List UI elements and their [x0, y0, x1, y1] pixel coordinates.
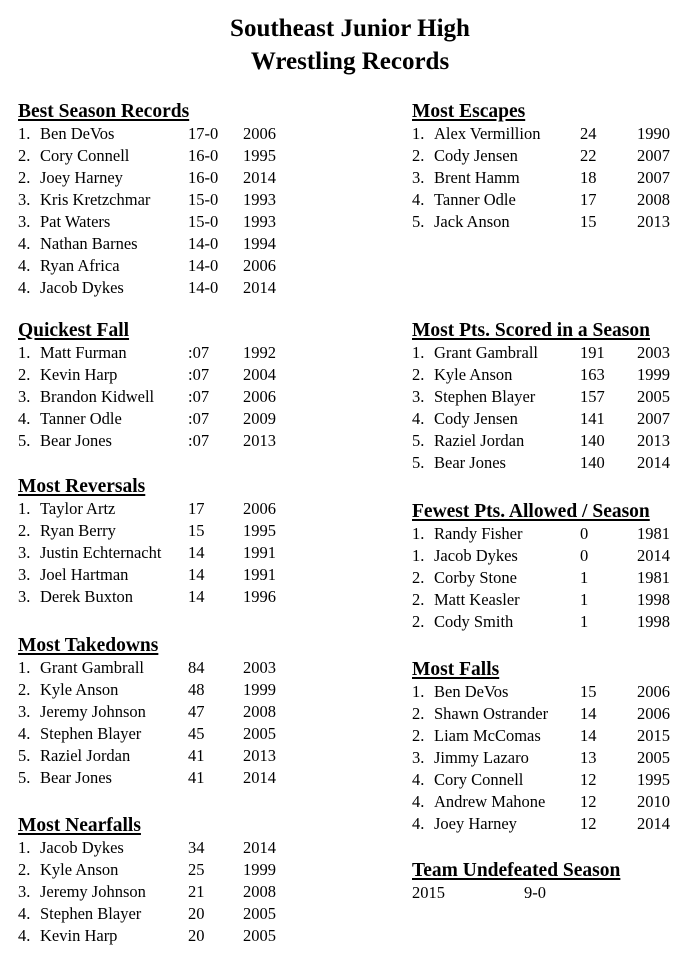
page-subtitle: Wrestling Records: [250, 48, 450, 75]
record-rank: 2.: [412, 568, 425, 587]
record-row: [412, 523, 692, 545]
record-rank: 1.: [18, 343, 31, 362]
record-rank: 2.: [18, 521, 31, 540]
record-value: 15: [580, 682, 597, 701]
record-rank: 4.: [412, 190, 425, 209]
record-rank: 3.: [18, 190, 31, 209]
record-year: 2007: [637, 146, 670, 165]
record-rank: 4.: [18, 256, 31, 275]
section-heading: Most Falls: [412, 659, 500, 680]
record-name: Stephen Blayer: [434, 387, 536, 406]
record-name: Grant Gambrall: [434, 343, 539, 362]
record-rank: 4.: [412, 792, 425, 811]
record-name: Alex Vermillion: [434, 124, 541, 143]
record-value: 15-0: [188, 190, 219, 209]
record-year: 2008: [243, 882, 276, 901]
record-row: [412, 386, 692, 408]
record-row: [412, 430, 692, 452]
record-year: 2004: [243, 365, 276, 384]
record-value: 25: [188, 860, 205, 879]
record-year: 1981: [637, 568, 670, 587]
record-row: [18, 498, 308, 520]
record-year: 2010: [637, 792, 670, 811]
record-year: 1993: [243, 190, 276, 209]
record-name: Cory Connell: [40, 146, 130, 165]
record-row: [18, 837, 308, 859]
record-value: 48: [188, 680, 205, 699]
record-name: Kevin Harp: [40, 365, 118, 384]
team-record: 9-0: [524, 883, 546, 902]
record-value: 1: [580, 612, 589, 631]
record-rank: 1.: [18, 838, 31, 857]
record-name: Jacob Dykes: [40, 838, 124, 857]
record-row: [412, 211, 692, 233]
record-value: 14: [580, 704, 597, 723]
record-year: 1995: [637, 770, 670, 789]
record-row: [412, 681, 692, 703]
record-year: 2007: [637, 168, 670, 187]
section-heading: Most Escapes: [412, 101, 526, 122]
record-year: 2009: [243, 409, 276, 428]
record-year: 1999: [243, 680, 276, 699]
record-year: 2006: [243, 387, 276, 406]
record-rank: 3.: [18, 543, 31, 562]
record-value: 16-0: [188, 168, 219, 187]
record-rank: 2.: [412, 590, 425, 609]
record-year: 1991: [243, 543, 276, 562]
record-year: 2014: [243, 168, 276, 187]
record-name: Kyle Anson: [40, 860, 119, 879]
page-title: Southeast Junior High: [230, 15, 470, 42]
record-value: 16-0: [188, 146, 219, 165]
record-rank: 2.: [412, 146, 425, 165]
record-rank: 1.: [18, 499, 31, 518]
record-value: 13: [580, 748, 597, 767]
record-name: Bear Jones: [434, 453, 506, 472]
record-year: 1999: [243, 860, 276, 879]
record-name: Joel Hartman: [40, 565, 129, 584]
record-rank: 3.: [412, 748, 425, 767]
record-value: 18: [580, 168, 597, 187]
record-name: Andrew Mahone: [434, 792, 546, 811]
record-value: 15: [580, 212, 597, 231]
record-year: 2006: [243, 499, 276, 518]
record-year: 2014: [637, 546, 670, 565]
record-year: 1992: [243, 343, 276, 362]
record-row: [18, 903, 308, 925]
record-row: [412, 747, 692, 769]
record-value: 14: [188, 543, 205, 562]
record-row: [412, 567, 692, 589]
record-value: 41: [188, 768, 205, 787]
record-rank: 2.: [18, 168, 31, 187]
record-row: [18, 586, 308, 608]
team-undefeated-section: [412, 860, 692, 904]
section-heading: Most Takedowns: [18, 635, 159, 656]
record-rank: 4.: [18, 409, 31, 428]
record-value: 20: [188, 904, 205, 923]
record-name: Jeremy Johnson: [40, 702, 146, 721]
section-heading: Most Pts. Scored in a Season: [412, 320, 650, 341]
record-row: [18, 408, 308, 430]
record-year: 2015: [637, 726, 670, 745]
record-value: 0: [580, 546, 589, 565]
record-value: 12: [580, 770, 597, 789]
record-name: Corby Stone: [434, 568, 517, 587]
record-name: Randy Fisher: [434, 524, 523, 543]
record-value: 14-0: [188, 278, 219, 297]
record-row: [18, 342, 308, 364]
record-rank: 4.: [18, 926, 31, 945]
record-year: 1990: [637, 124, 670, 143]
record-name: Cody Jensen: [434, 146, 518, 165]
record-year: 2014: [243, 838, 276, 857]
record-rank: 5.: [18, 431, 31, 450]
record-year: 2008: [243, 702, 276, 721]
record-value: 163: [580, 365, 605, 384]
most-falls-section: [412, 659, 692, 835]
record-value: 34: [188, 838, 205, 857]
record-name: Brent Hamm: [434, 168, 520, 187]
record-value: 41: [188, 746, 205, 765]
record-row: [18, 167, 308, 189]
section-heading: Fewest Pts. Allowed / Season: [412, 501, 650, 522]
record-name: Stephen Blayer: [40, 904, 142, 923]
record-rank: 4.: [18, 234, 31, 253]
record-row: [412, 791, 692, 813]
record-name: Derek Buxton: [40, 587, 134, 606]
record-row: [18, 520, 308, 542]
record-name: Joey Harney: [434, 814, 517, 833]
record-name: Tanner Odle: [434, 190, 516, 209]
record-value: 141: [580, 409, 605, 428]
record-name: Raziel Jordan: [434, 431, 525, 450]
record-year: 1999: [637, 365, 670, 384]
most-pts-scored-section: [412, 320, 692, 474]
record-value: 15: [188, 521, 205, 540]
record-name: Bear Jones: [40, 768, 112, 787]
record-row: [412, 611, 692, 633]
record-rank: 4.: [18, 278, 31, 297]
record-value: :07: [188, 431, 210, 450]
record-rank: 5.: [18, 768, 31, 787]
team-row: [412, 882, 692, 904]
record-rank: 3.: [412, 168, 425, 187]
record-rank: 1.: [412, 124, 425, 143]
record-rank: 2.: [18, 365, 31, 384]
record-rank: 4.: [18, 904, 31, 923]
record-rank: 1.: [18, 124, 31, 143]
record-row: [412, 189, 692, 211]
record-row: [412, 364, 692, 386]
most-escapes-section: [412, 101, 692, 233]
record-year: 1981: [637, 524, 670, 543]
record-rank: 4.: [412, 409, 425, 428]
record-year: 2003: [243, 658, 276, 677]
record-rank: 2.: [18, 860, 31, 879]
record-year: 1994: [243, 234, 276, 253]
quickest-fall-section: [18, 320, 308, 452]
record-row: [412, 167, 692, 189]
record-row: [18, 881, 308, 903]
record-rank: 1.: [18, 658, 31, 677]
record-year: 2006: [637, 704, 670, 723]
record-rank: 2.: [18, 146, 31, 165]
record-row: [412, 545, 692, 567]
record-row: [412, 408, 692, 430]
record-name: Raziel Jordan: [40, 746, 131, 765]
record-rank: 3.: [18, 587, 31, 606]
record-year: 2005: [243, 904, 276, 923]
record-name: Liam McComas: [434, 726, 541, 745]
record-value: 47: [188, 702, 205, 721]
record-name: Pat Waters: [40, 212, 111, 231]
record-name: Kyle Anson: [434, 365, 513, 384]
record-rank: 2.: [412, 365, 425, 384]
record-year: 2014: [637, 453, 670, 472]
record-year: 1993: [243, 212, 276, 231]
record-year: 2014: [243, 278, 276, 297]
record-name: Bear Jones: [40, 431, 112, 450]
record-rank: 5.: [412, 212, 425, 231]
record-year: 1996: [243, 587, 276, 606]
record-value: :07: [188, 387, 210, 406]
record-year: 2007: [637, 409, 670, 428]
record-value: 140: [580, 431, 605, 450]
record-row: [412, 145, 692, 167]
record-value: 12: [580, 792, 597, 811]
record-row: [18, 364, 308, 386]
record-name: Kevin Harp: [40, 926, 118, 945]
record-name: Cory Connell: [434, 770, 524, 789]
record-row: [18, 701, 308, 723]
record-row: [18, 745, 308, 767]
record-rank: 3.: [18, 565, 31, 584]
record-year: 2005: [637, 387, 670, 406]
record-value: 22: [580, 146, 597, 165]
record-rank: 1.: [412, 343, 425, 362]
record-value: :07: [188, 409, 210, 428]
record-value: :07: [188, 365, 210, 384]
record-rank: 2.: [412, 612, 425, 631]
record-year: 2006: [243, 256, 276, 275]
record-year: 2005: [637, 748, 670, 767]
record-value: 84: [188, 658, 205, 677]
record-rank: 3.: [18, 212, 31, 231]
record-name: Matt Keasler: [434, 590, 520, 609]
record-value: 17: [580, 190, 597, 209]
record-name: Grant Gambrall: [40, 658, 145, 677]
record-year: 2013: [637, 431, 670, 450]
record-value: 17: [188, 499, 205, 518]
fewest-pts-allowed-section: [412, 501, 692, 633]
record-rank: 1.: [412, 546, 425, 565]
record-rank: 2.: [412, 704, 425, 723]
record-year: 2003: [637, 343, 670, 362]
record-row: [412, 813, 692, 835]
record-name: Tanner Odle: [40, 409, 122, 428]
record-row: [412, 589, 692, 611]
record-rank: 2.: [18, 680, 31, 699]
record-name: Ryan Berry: [40, 521, 116, 540]
record-rank: 2.: [412, 726, 425, 745]
record-rank: 4.: [412, 770, 425, 789]
record-name: Jacob Dykes: [40, 278, 124, 297]
record-name: Stephen Blayer: [40, 724, 142, 743]
record-value: 140: [580, 453, 605, 472]
record-name: Joey Harney: [40, 168, 123, 187]
record-value: 14-0: [188, 256, 219, 275]
record-row: [18, 657, 308, 679]
most-reversals-section: [18, 476, 308, 608]
record-name: Shawn Ostrander: [434, 704, 549, 723]
most-nearfalls-section: [18, 815, 308, 947]
record-name: Kris Kretzchmar: [40, 190, 151, 209]
best-season-records-section: [18, 101, 308, 299]
record-row: [18, 386, 308, 408]
record-name: Matt Furman: [40, 343, 127, 362]
record-year: 1995: [243, 146, 276, 165]
record-name: Cody Jensen: [434, 409, 518, 428]
record-row: [412, 452, 692, 474]
record-row: [18, 277, 308, 299]
record-year: 2014: [243, 768, 276, 787]
record-value: 0: [580, 524, 589, 543]
record-value: 21: [188, 882, 205, 901]
record-value: :07: [188, 343, 210, 362]
record-value: 12: [580, 814, 597, 833]
record-year: 2006: [637, 682, 670, 701]
record-value: 24: [580, 124, 597, 143]
record-row: [18, 233, 308, 255]
record-row: [18, 723, 308, 745]
record-year: 1998: [637, 612, 670, 631]
record-row: [18, 859, 308, 881]
record-row: [412, 769, 692, 791]
record-name: Ryan Africa: [40, 256, 120, 275]
record-name: Jimmy Lazaro: [434, 748, 529, 767]
record-rank: 3.: [18, 702, 31, 721]
record-year: 2005: [243, 926, 276, 945]
record-row: [412, 123, 692, 145]
record-name: Jacob Dykes: [434, 546, 518, 565]
record-value: 1: [580, 568, 589, 587]
record-rank: 3.: [412, 387, 425, 406]
record-value: 1: [580, 590, 589, 609]
record-row: [412, 703, 692, 725]
record-row: [18, 564, 308, 586]
record-rank: 5.: [412, 453, 425, 472]
record-rank: 5.: [412, 431, 425, 450]
record-value: 191: [580, 343, 605, 362]
record-name: Kyle Anson: [40, 680, 119, 699]
record-year: 2006: [243, 124, 276, 143]
record-name: Justin Echternacht: [40, 543, 162, 562]
record-year: 2008: [637, 190, 670, 209]
record-row: [412, 342, 692, 364]
record-value: 14-0: [188, 234, 219, 253]
record-name: Taylor Artz: [40, 499, 116, 518]
record-row: [18, 189, 308, 211]
section-heading: Most Reversals: [18, 476, 146, 497]
most-takedowns-section: [18, 635, 308, 789]
record-year: 2013: [243, 746, 276, 765]
record-value: 157: [580, 387, 605, 406]
record-year: 2014: [637, 814, 670, 833]
record-name: Ben DeVos: [40, 124, 115, 143]
record-year: 2005: [243, 724, 276, 743]
record-rank: 4.: [412, 814, 425, 833]
record-row: [18, 123, 308, 145]
record-name: Brandon Kidwell: [40, 387, 155, 406]
record-row: [18, 542, 308, 564]
record-rank: 3.: [18, 882, 31, 901]
record-row: [18, 145, 308, 167]
section-heading: Best Season Records: [18, 101, 190, 122]
record-name: Jack Anson: [434, 212, 510, 231]
record-row: [18, 211, 308, 233]
record-year: 2013: [637, 212, 670, 231]
record-value: 14: [188, 565, 205, 584]
record-year: 2013: [243, 431, 276, 450]
record-row: [18, 430, 308, 452]
record-value: 14: [580, 726, 597, 745]
record-rank: 1.: [412, 524, 425, 543]
section-heading: Team Undefeated Season: [412, 860, 621, 881]
record-name: Jeremy Johnson: [40, 882, 146, 901]
record-row: [18, 255, 308, 277]
record-rank: 5.: [18, 746, 31, 765]
record-row: [18, 925, 308, 947]
team-year: 2015: [412, 883, 445, 902]
record-value: 20: [188, 926, 205, 945]
record-year: 1995: [243, 521, 276, 540]
record-name: Nathan Barnes: [40, 234, 138, 253]
record-row: [412, 725, 692, 747]
record-value: 15-0: [188, 212, 219, 231]
record-rank: 3.: [18, 387, 31, 406]
record-rank: 1.: [412, 682, 425, 701]
record-row: [18, 679, 308, 701]
record-value: 14: [188, 587, 205, 606]
record-name: Ben DeVos: [434, 682, 509, 701]
record-name: Cody Smith: [434, 612, 514, 631]
record-value: 45: [188, 724, 205, 743]
record-rank: 4.: [18, 724, 31, 743]
record-value: 17-0: [188, 124, 219, 143]
section-heading: Quickest Fall: [18, 320, 130, 341]
section-heading: Most Nearfalls: [18, 815, 141, 836]
record-year: 1998: [637, 590, 670, 609]
record-row: [18, 767, 308, 789]
record-year: 1991: [243, 565, 276, 584]
